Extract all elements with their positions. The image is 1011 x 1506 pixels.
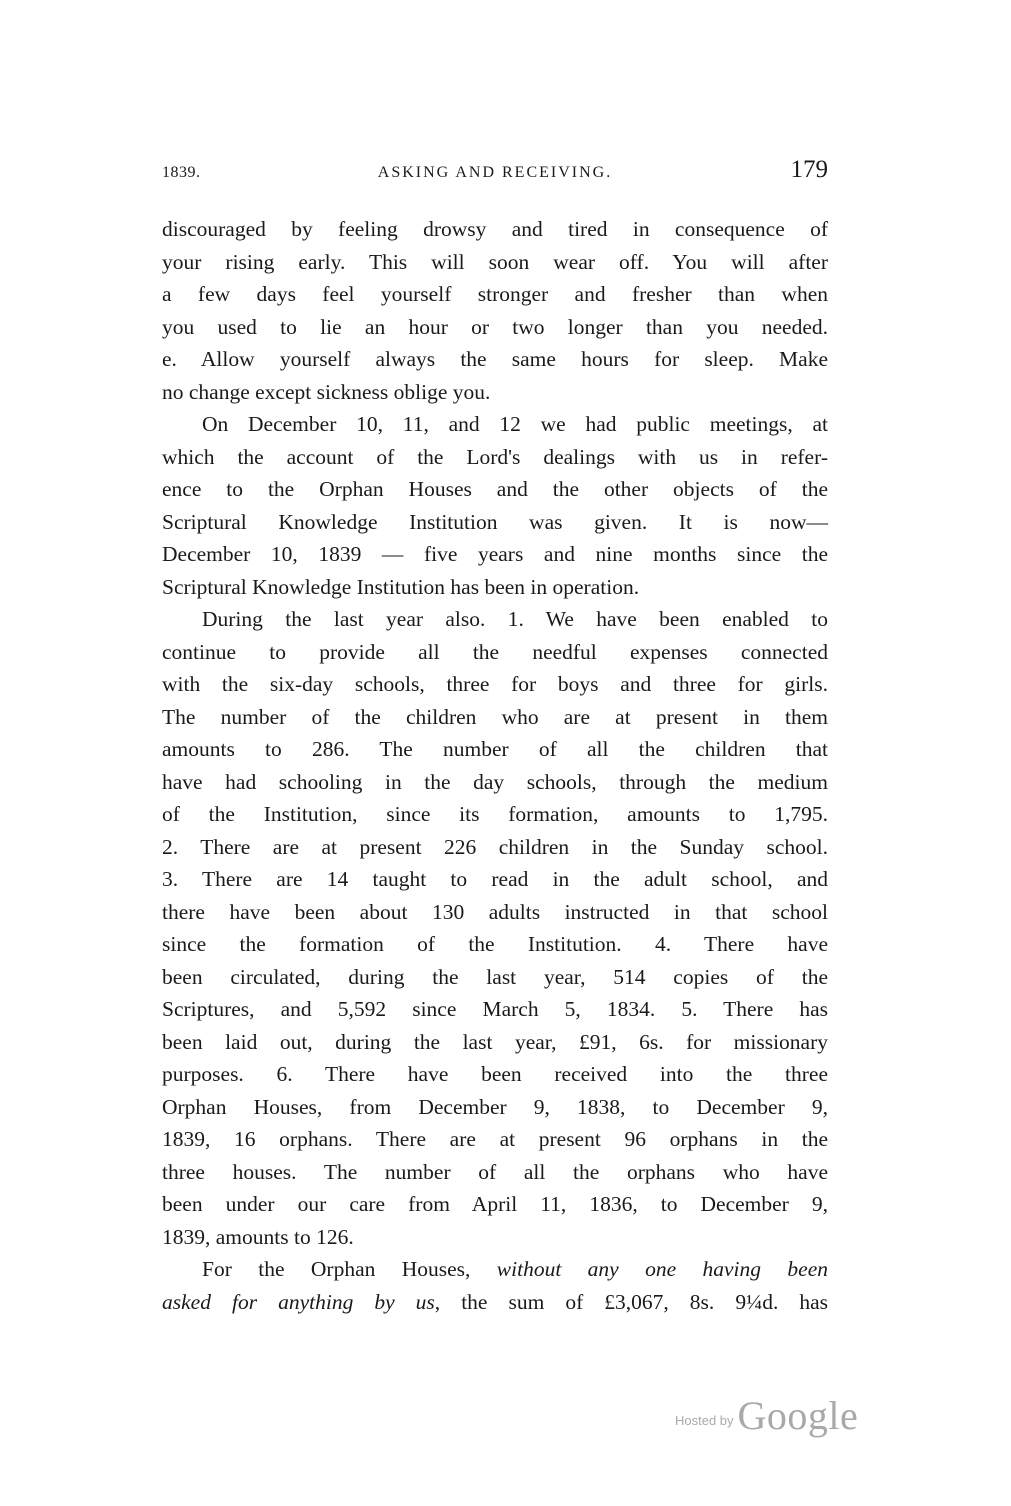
paragraph bbox=[162, 603, 828, 1253]
text-line bbox=[162, 1253, 828, 1286]
watermark-prefix: Hosted by bbox=[675, 1413, 734, 1428]
running-header bbox=[162, 156, 828, 190]
text-line: discouraged by feeling drowsy and tired in consequence of bbox=[162, 217, 828, 241]
text-line: continue to provide all the needful expenses connected bbox=[162, 639, 828, 664]
text-run: , the sum of £3,067, 8s. 9¼d. has bbox=[434, 1289, 828, 1314]
paragraph bbox=[162, 408, 828, 603]
text-line: 2. There are at present 226 children in the Sunday school. bbox=[162, 834, 828, 859]
header-year: 1839. bbox=[162, 164, 201, 181]
text-line bbox=[162, 1286, 828, 1319]
text-line: Scriptures, and 5,592 since March 5, 1834. 5. There has bbox=[162, 997, 828, 1021]
text-line: your rising early. This will soon wear off. You will after bbox=[162, 249, 828, 274]
text-line: 1839, 16 orphans. There are at present 96 orphans in the bbox=[162, 1127, 828, 1151]
text-line: During the last year also. 1. We have been enabled to bbox=[202, 607, 828, 631]
text-line: three houses. The number of all the orphans who have bbox=[162, 1159, 828, 1184]
text-line: 3. There are 14 taught to read in the adult school, and bbox=[162, 867, 828, 891]
italic-run: without any one having been bbox=[496, 1257, 828, 1281]
text-line: been circulated, during the last year, 514 copies of the bbox=[162, 964, 828, 989]
text-line: purposes. 6. There have been received into the three bbox=[162, 1062, 828, 1086]
text-run: For the Orphan Houses, bbox=[202, 1257, 497, 1281]
text-line: On December 10, 11, and 12 we had public meetings, at bbox=[202, 412, 828, 436]
text-line: amounts to 286. The number of all the children that bbox=[162, 737, 828, 761]
header-title: ASKING AND RECEIVING. bbox=[377, 164, 613, 181]
text-line: Scriptural Knowledge Institution was given. It is now— bbox=[162, 509, 828, 534]
text-line: a few days feel yourself stronger and fresher than when bbox=[162, 282, 828, 306]
text-line: e. Allow yourself always the same hours for sleep. Make bbox=[162, 347, 828, 371]
text-line: with the six-day schools, three for boys and three for girls. bbox=[162, 672, 828, 696]
text-line: there have been about 130 adults instructed in that school bbox=[162, 899, 828, 924]
paragraph bbox=[162, 213, 828, 408]
text-line: The number of the children who are at present in them bbox=[162, 704, 828, 729]
text-line: Scriptural Knowledge Institution has been in operation. bbox=[162, 574, 640, 599]
text-line: which the account of the Lord's dealings with us in refer- bbox=[162, 444, 828, 469]
text-line: since the formation of the Institution. 4. There have bbox=[162, 932, 828, 956]
text-line: December 10, 1839 — five years and nine months since the bbox=[162, 542, 828, 566]
text-line: ence to the Orphan Houses and the other objects of the bbox=[162, 477, 828, 501]
italic-run: asked for anything by us bbox=[162, 1289, 435, 1314]
text-line: been laid out, during the last year, £91, 6s. for missionary bbox=[162, 1029, 828, 1054]
text-line: been under our care from April 11, 1836, to December 9, bbox=[162, 1192, 828, 1216]
text-line: of the Institution, since its formation, amounts to 1,795. bbox=[162, 802, 828, 826]
google-wordmark: Google bbox=[737, 1393, 859, 1438]
body-text bbox=[162, 213, 828, 1318]
text-line: Orphan Houses, from December 9, 1838, to December 9, bbox=[162, 1094, 828, 1119]
hosted-by-google-logo bbox=[675, 1392, 858, 1439]
text-line: no change except sickness oblige you. bbox=[162, 379, 491, 404]
text-line: you used to lie an hour or two longer than you needed. bbox=[162, 314, 828, 339]
text-line: 1839, amounts to 126. bbox=[162, 1224, 354, 1249]
paragraph bbox=[162, 1253, 828, 1318]
page-number: 179 bbox=[790, 156, 828, 183]
text-line: have had schooling in the day schools, through the medium bbox=[162, 769, 828, 794]
